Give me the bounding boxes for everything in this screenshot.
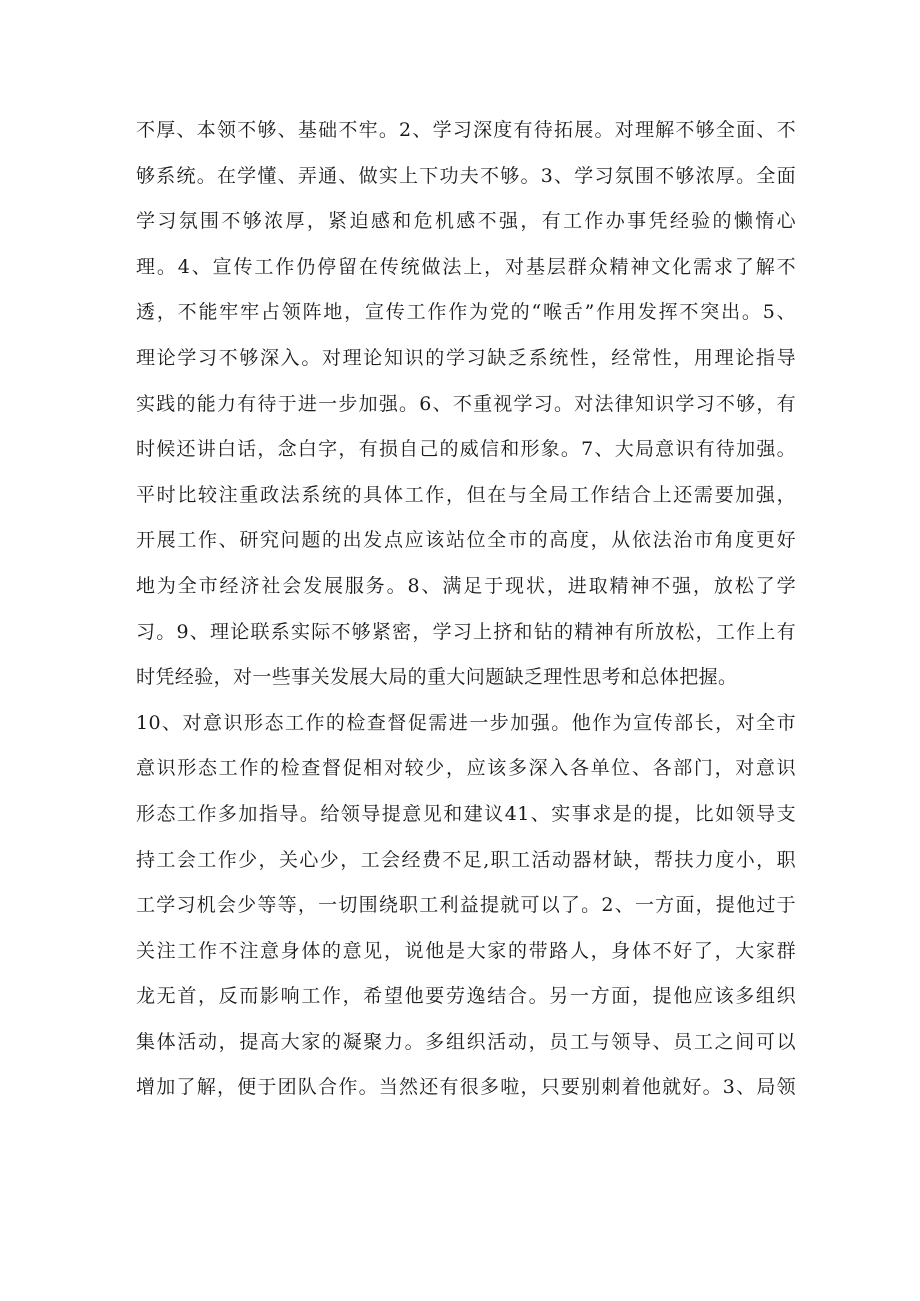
body-text <box>136 108 796 1111</box>
text-line: 平时比较注重政法系统的具体工作，但在与全局工作结合上还需要加强， <box>136 483 796 506</box>
text-line: 10、对意识形态工作的检查督促需进一步加强。他作为宣传部长，对全市 <box>136 711 796 734</box>
text-line: 关注工作不注意身体的意见，说他是大家的带路人，身体不好了，大家群 <box>136 939 796 962</box>
text-line: 开展工作、研究问题的出发点应该站位全市的高度，从依法治市角度更好 <box>136 529 796 552</box>
text-line: 实践的能力有待于进一步加强。6、不重视学习。对法律知识学习不够，有 <box>136 392 796 415</box>
text-line: 透，不能牢牢占领阵地，宣传工作作为党的“喉舌”作用发挥不突出。5、 <box>136 301 796 324</box>
text-line: 不厚、本领不够、基础不牢。2、学习深度有待拓展。对理解不够全面、不 <box>136 119 796 141</box>
text-line: 地为全市经济社会发展服务。8、满足于现状，进取精神不强，放松了学 <box>136 574 796 597</box>
text-line: 形态工作多加指导。给领导提意见和建议41、实事求是的提，比如领导支 <box>136 802 796 825</box>
text-line: 持工会工作少，关心少，工会经费不足,职工活动器材缺，帮扶力度小，职 <box>136 848 796 871</box>
text-line: 时凭经验，对一些事关发展大局的重大问题缺乏理性思考和总体把握。 <box>136 666 738 689</box>
text-line: 够系统。在学懂、弄通、做实上下功夫不够。3、学习氛围不够浓厚。全面 <box>136 164 796 187</box>
text-line: 增加了解，便于团队合作。当然还有很多啦，只要别刺着他就好。3、局领 <box>136 1076 796 1099</box>
text-line: 理论学习不够深入。对理论知识的学习缺乏系统性，经常性，用理论指导 <box>136 346 796 369</box>
text-line: 龙无首，反而影响工作，希望他要劳逸结合。另一方面，提他应该多组织 <box>136 985 796 1008</box>
text-line: 意识形态工作的检查督促相对较少，应该多深入各单位、各部门，对意识 <box>136 757 796 780</box>
text-line: 习。9、理论联系实际不够紧密，学习上挤和钻的精神有所放松，工作上有 <box>136 620 796 643</box>
text-line: 理。4、宣传工作仍停留在传统做法上，对基层群众精神文化需求了解不 <box>136 255 796 278</box>
text-line: 工学习机会少等等，一切围绕职工利益提就可以了。2、一方面，提他过于 <box>136 894 796 917</box>
text-line: 学习氛围不够浓厚，紧迫感和危机感不强，有工作办事凭经验的懒惰心 <box>136 210 796 233</box>
text-line: 时候还讲白话，念白字，有损自己的威信和形象。7、大局意识有待加强。 <box>136 438 796 461</box>
text-line: 集体活动，提高大家的凝聚力。多组织活动，员工与领导、员工之间可以 <box>136 1030 796 1053</box>
